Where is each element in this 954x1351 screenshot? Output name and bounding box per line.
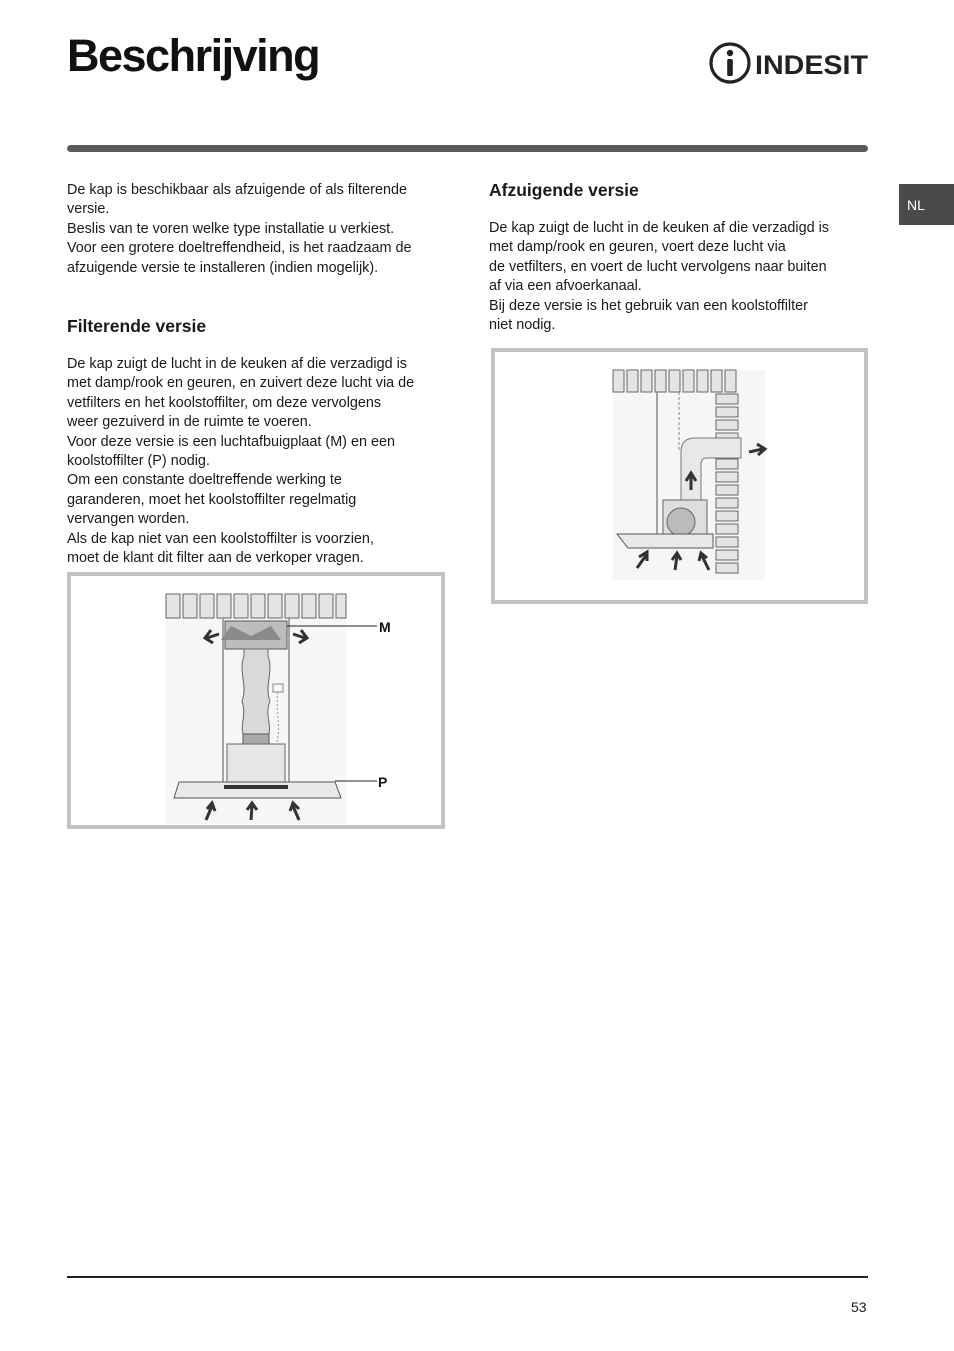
footer-rule	[67, 1276, 868, 1278]
label-m: M	[379, 619, 391, 635]
right-column	[489, 178, 869, 335]
extraction-hood-diagram-icon	[495, 352, 864, 600]
page-title: Beschrijving	[67, 30, 320, 81]
indesit-logo-icon	[708, 40, 870, 86]
extraction-figure	[491, 348, 868, 604]
filtering-figure	[67, 572, 445, 829]
intro-text: De kap is beschikbaar als afzuigende of als filterende versie. Beslis van te voren welke type installatie u verkiest. Voor een grotere doeltreffendheid, is het raadzaam de afzuigende versie te installeren (indien mogelijk).	[67, 182, 412, 276]
filterende-text: De kap zuigt de lucht in de keuken af die verzadigd is met damp/rook en geuren, en zuivert deze lucht via de vetfilters en het koolstoffilter, om deze vervolgens weer gezuiverd in de ruimte te voeren. Voor deze versie is een luchtafbuigplaat (M) en een koolstoffilter (P) nodig. Om een constante doeltreffende werking te garanderen, moet het koolstoffilter regelmatig vervangen worden. Als de kap niet van een koolstoffilter is voorzien, moet de klant dit filter aan de verkoper vragen.	[67, 356, 415, 567]
brand-wordmark: INDESIT	[755, 50, 869, 80]
page-number: 53	[851, 1299, 867, 1315]
afzuigende-text: De kap zuigt de lucht in de keuken af die verzadigd is met damp/rook en geuren, voert deze lucht via de vetfilters, en voert de lucht vervolgens naar buiten af via een afvoerkanaal. Bij deze versie is het gebruik van een koolstoffilter niet nodig.	[489, 220, 829, 334]
filterende-heading: Filterende versie	[67, 316, 207, 337]
header-rule	[67, 145, 868, 152]
filtering-hood-diagram-icon	[71, 576, 441, 825]
afzuigende-heading: Afzuigende versie	[489, 180, 639, 200]
left-column	[67, 181, 447, 569]
language-tab: NL	[899, 184, 954, 225]
label-p: P	[378, 774, 388, 790]
